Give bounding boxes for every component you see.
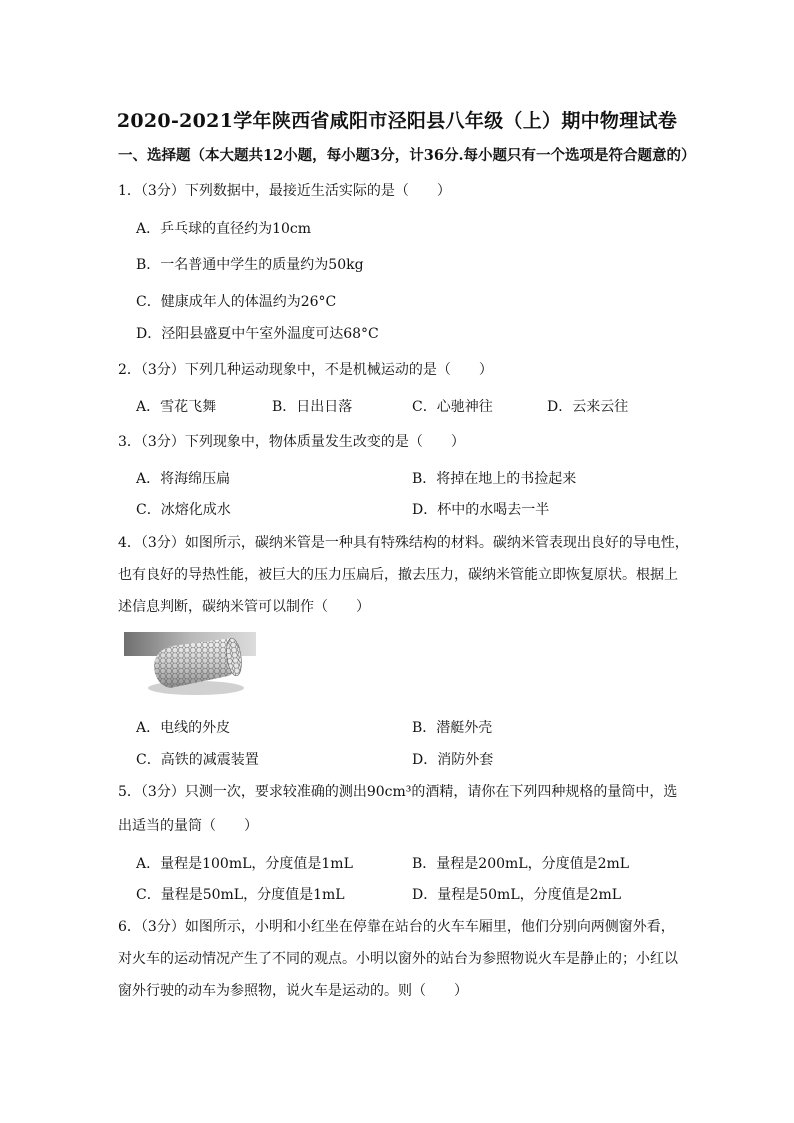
q6-stem-line-1: 6．（3分）如图所示，小明和小红坐在停靠在站台的火车车厢里，他们分别向两侧窗外看， xyxy=(118,919,675,935)
q6-stem-line-3: 窗外行驶的动车为参照物，说火车是运动的。则（ ） xyxy=(118,983,468,999)
q5-stem-line-1: 5．（3分）只测一次，要求较准确的测出90cm³的酒精，请你在下列四种规格的量筒中，选 xyxy=(118,784,678,800)
q4-option-b: B．潜艇外壳 xyxy=(412,720,493,736)
q3-option-a: A．将海绵压扁 xyxy=(136,471,231,487)
q3-stem: 3．（3分）下列现象中，物体质量发生改变的是（ ） xyxy=(118,434,465,450)
q5-option-a: A．量程是100mL，分度值是1mL xyxy=(136,856,353,872)
q3-option-c: C．冰熔化成水 xyxy=(136,502,231,518)
section-heading: 一、选择题（本大题共12小题，每小题3分，计36分.每小题只有一个选项是符合题意的） xyxy=(118,147,696,164)
q2-option-b: B．日出日落 xyxy=(272,399,353,415)
q4-stem-line-2: 也有良好的导热性能，被巨大的压力压扁后，撤去压力，碳纳米管能立即恢复原状。根据上 xyxy=(118,567,678,583)
q5-option-c: C．量程是50mL，分度值是1mL xyxy=(136,887,345,903)
page-title: 2020-2021学年陕西省咸阳市泾阳县八年级（上）期中物理试卷 xyxy=(116,110,678,132)
q2-stem: 2．（3分）下列几种运动现象中，不是机械运动的是（ ） xyxy=(118,362,493,378)
q1-option-c: C．健康成年人的体温约为26°C xyxy=(136,294,337,310)
q4-option-a: A．电线的外皮 xyxy=(136,720,231,736)
q2-option-d: D．云来云往 xyxy=(547,399,629,415)
q1-option-d: D．泾阳县盛夏中午室外温度可达68°C xyxy=(136,326,379,342)
q4-stem-line-3: 述信息判断，碳纳米管可以制作（ ） xyxy=(118,599,370,615)
q5-option-d: D．量程是50mL，分度值是2mL xyxy=(412,887,622,903)
q3-option-b: B．将掉在地上的书捡起来 xyxy=(412,471,577,487)
q4-option-d: D．消防外套 xyxy=(412,752,494,768)
q3-option-d: D．杯中的水喝去一半 xyxy=(412,502,550,518)
q2-option-a: A．雪花飞舞 xyxy=(136,399,217,415)
q4-option-c: C．高铁的减震装置 xyxy=(136,752,259,768)
q5-stem-line-2: 出适当的量筒（ ） xyxy=(118,818,258,834)
q5-option-b: B．量程是200mL，分度值是2mL xyxy=(412,856,630,872)
q6-stem-line-2: 对火车的运动情况产生了不同的观点。小明以窗外的站台为参照物说火车是静止的；小红以 xyxy=(118,951,678,967)
q1-option-b: B．一名普通中学生的质量约为50kg xyxy=(136,257,364,273)
q4-stem-line-1: 4．（3分）如图所示，碳纳米管是一种具有特殊结构的材料。碳纳米管表现出良好的导电性， xyxy=(118,535,689,551)
carbon-nanotube-figure xyxy=(124,632,256,698)
q1-stem: 1．（3分）下列数据中，最接近生活实际的是（ ） xyxy=(118,183,451,199)
q1-option-a: A．乒乓球的直径约为10cm xyxy=(136,221,312,237)
q2-option-c: C．心驰神往 xyxy=(412,399,493,415)
